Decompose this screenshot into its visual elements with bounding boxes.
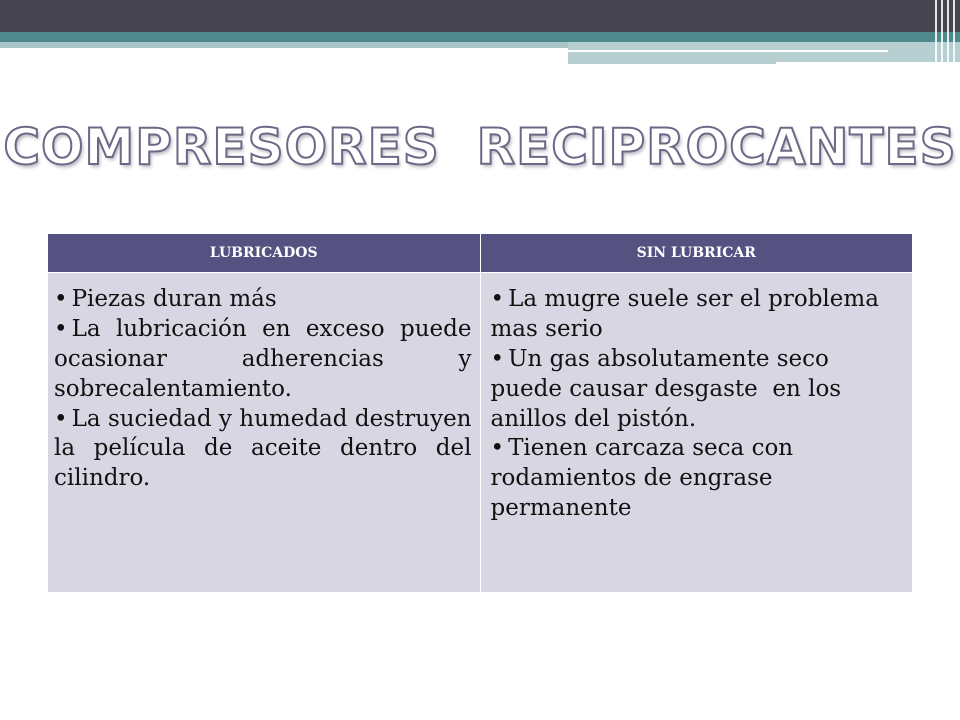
list-item — [491, 434, 901, 524]
table-header-row — [48, 234, 912, 273]
list-item — [491, 285, 901, 345]
list-item — [54, 315, 472, 405]
bullet-icon: • — [490, 435, 505, 462]
header-lubricados: LUBRICADOS — [48, 234, 480, 273]
top-bar-line — [568, 50, 888, 52]
header-sin-lubricar: SIN LUBRICAR — [480, 234, 912, 273]
list-item — [54, 405, 472, 495]
bullet-icon: • — [54, 405, 68, 432]
comparison-table — [48, 234, 912, 592]
cell-sin-lubricar — [480, 273, 912, 593]
list-item-text: La mugre suele ser el problema mas serio — [490, 286, 879, 342]
list-item-text: Tienen carcaza seca con rodamientos de engrase permanente — [490, 435, 794, 522]
list-item-text: Piezas duran más — [71, 286, 277, 312]
top-bar-dark — [0, 0, 960, 32]
list-item-text: La lubricación en exceso puede ocasionar adherencias y sobrecalentamiento. — [54, 315, 472, 402]
table-row — [48, 273, 912, 593]
top-bar-pale — [0, 42, 568, 48]
cell-lubricados — [48, 273, 480, 593]
bullet-icon: • — [490, 345, 505, 372]
bullet-icon: • — [490, 286, 505, 312]
bullet-icon: • — [54, 315, 68, 342]
bullet-icon: • — [54, 286, 68, 312]
vertical-stripes — [932, 0, 960, 64]
top-bar-right — [568, 42, 960, 64]
list-item — [491, 345, 901, 435]
slide-title: COMPRESORES RECIPROCANTES — [3, 118, 957, 176]
list-lubricados — [54, 285, 472, 494]
list-item — [54, 285, 472, 315]
list-item-text: Un gas absolutamente seco puede causar desgaste en los anillos del pistón. — [490, 345, 849, 432]
list-sin-lubricar — [491, 285, 901, 524]
list-item-text: La suciedad y humedad destruyen la película de aceite dentro del cilindro. — [54, 405, 472, 492]
top-bar-teal — [0, 32, 960, 42]
